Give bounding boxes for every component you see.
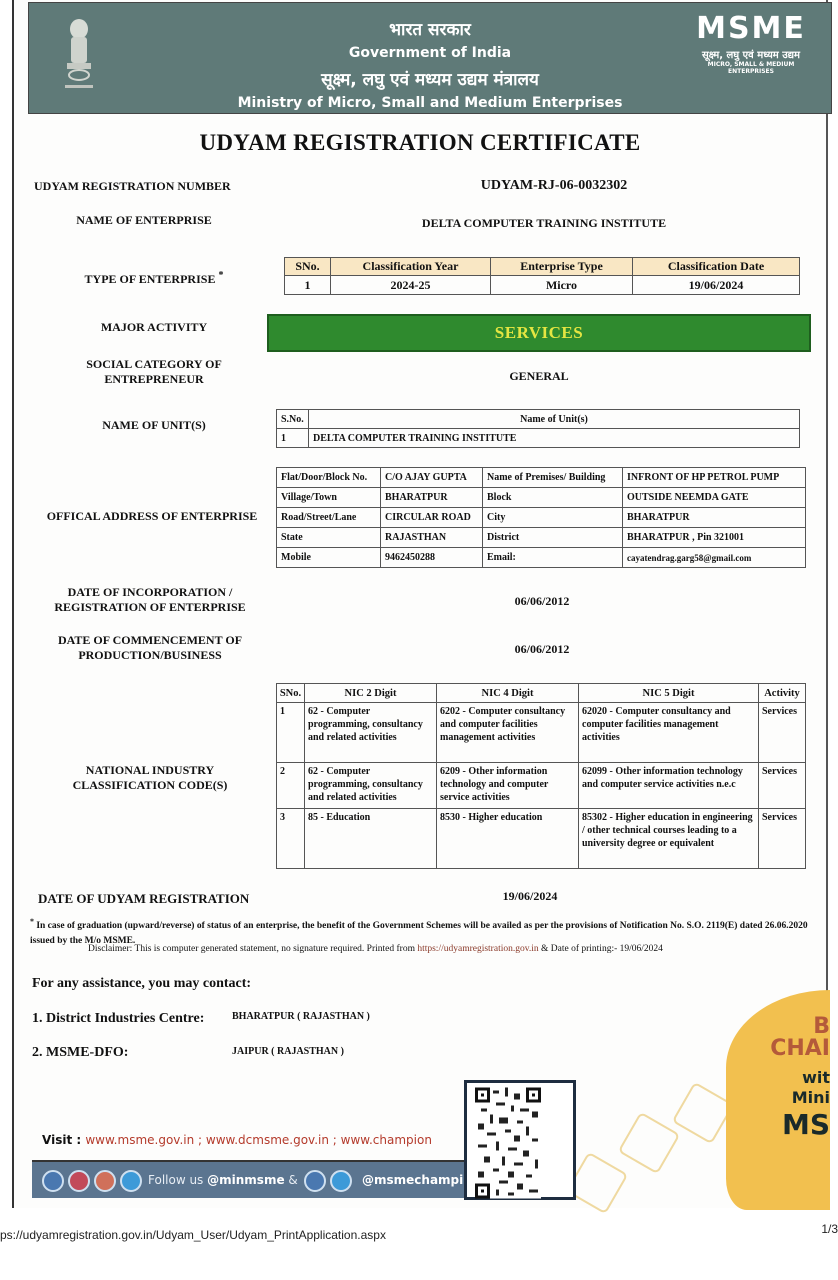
table-cell: 1 [277, 703, 305, 763]
social-bar [32, 1160, 470, 1198]
header-hindi-country: भारत सरकार [389, 20, 471, 40]
footnote-asterisk: * [218, 270, 224, 281]
hexagon-decoration [618, 1112, 681, 1175]
commencement-label-line: DATE OF COMMENCEMENT OF [57, 633, 243, 647]
table-cell: 1 [285, 276, 331, 295]
table-header-row [285, 258, 800, 276]
twitter-icon[interactable] [330, 1170, 352, 1192]
table-cell: City [483, 508, 623, 528]
table-row [277, 763, 806, 809]
table-cell: OUTSIDE NEEMDA GATE [623, 488, 806, 508]
column-header: Activity [759, 684, 806, 703]
nic-label-line: NATIONAL INDUSTRY [85, 763, 215, 777]
msme-logo-text: MSME [696, 11, 806, 46]
table-cell: BHARATPUR [381, 488, 483, 508]
email-cell: cayatendrag.garg58@gmail.com [623, 548, 806, 568]
twitter-icon[interactable] [120, 1170, 142, 1192]
address-table [276, 467, 806, 568]
table-cell: 6202 - Computer consultancy and computer facilities management activities [437, 703, 579, 763]
assistance-heading: For any assistance, you may contact: [32, 976, 252, 991]
msme-logo-hindi: सूक्ष्म, लघु एवं मध्यम उद्यम [702, 50, 800, 61]
nic-codes-table [276, 683, 806, 869]
table-cell: INFRONT OF HP PETROL PUMP [623, 468, 806, 488]
table-cell: Email: [483, 548, 623, 568]
page-title: UDYAM REGISTRATION CERTIFICATE [199, 130, 641, 155]
table-cell: BHARATPUR , Pin 321001 [623, 528, 806, 548]
nic-label-line: CLASSIFICATION CODE(S) [72, 778, 228, 792]
table-cell: Services [759, 763, 806, 809]
registration-number-label: UDYAM REGISTRATION NUMBER [34, 179, 231, 193]
table-cell: 85302 - Higher education in engineering / other technical courses leading to a university degree or equivalent [579, 809, 759, 869]
table-cell: 3 [277, 809, 305, 869]
msme-logo-tagline: MICRO, SMALL & MEDIUM ENTERPRISES [707, 61, 795, 75]
column-header: NIC 4 Digit [437, 684, 579, 703]
udyam-portal-link[interactable]: https://udyamregistration.gov.in [417, 944, 539, 954]
qr-code-frame [464, 1080, 576, 1200]
table-cell: Name of Premises/ Building [483, 468, 623, 488]
table-row [277, 809, 806, 869]
commencement-date-label [30, 633, 270, 663]
column-header: Enterprise Type [491, 258, 633, 276]
column-header: Classification Year [331, 258, 491, 276]
column-header: SNo. [277, 684, 305, 703]
enterprise-type-label-text: TYPE OF ENTERPRISE [84, 272, 216, 286]
social-category-label-line: ENTREPRENEUR [104, 372, 204, 386]
footnote-asterisk: * [30, 917, 34, 926]
instagram-icon[interactable] [68, 1170, 90, 1192]
nic-label [30, 763, 270, 793]
header-hindi-ministry: सूक्ष्म, लघु एवं मध्यम उद्यम मंत्रालय [321, 70, 539, 90]
table-cell: 19/06/2024 [633, 276, 800, 295]
government-header-banner [28, 2, 832, 114]
table-row [277, 703, 806, 763]
msme-logo [687, 13, 815, 75]
table-cell: C/O AJAY GUPTA [381, 468, 483, 488]
classification-table [284, 257, 800, 295]
units-label: NAME OF UNIT(S) [102, 418, 206, 432]
visit-links [42, 1133, 432, 1147]
table-cell: 1 [277, 429, 309, 448]
column-header: NIC 2 Digit [305, 684, 437, 703]
table-cell: CIRCULAR ROAD [381, 508, 483, 528]
social-category-label [44, 357, 264, 387]
dic-value: BHARATPUR ( RAJASTHAN ) [232, 1011, 370, 1022]
hexagon-decoration [672, 1082, 735, 1145]
column-header: Classification Date [633, 258, 800, 276]
table-cell: 2 [277, 763, 305, 809]
header-ministry: Ministry of Micro, Small and Medium Enterprises [237, 95, 623, 111]
footnote-text: In case of graduation (upward/reverse) of status of an enterprise, the benefit of the Government Schemes will be availed as per the provisions of Notification No. S.O. 2119(E) dated 26.06.2020 issued by the M/o MSME. [30, 921, 808, 947]
enterprise-type-label [54, 268, 254, 287]
table-header-row [277, 684, 806, 703]
table-cell: 62099 - Other information technology and computer service activities n.e.c [579, 763, 759, 809]
follow-and: & [284, 1173, 298, 1187]
table-cell: Micro [491, 276, 633, 295]
table-cell: District [483, 528, 623, 548]
visit-label: Visit : [42, 1133, 86, 1147]
certificate-page [12, 0, 828, 1208]
table-row [285, 276, 800, 295]
table-cell: Block [483, 488, 623, 508]
major-activity-value: SERVICES [267, 314, 811, 352]
table-cell: 2024-25 [331, 276, 491, 295]
page-number: 1/3 [821, 1222, 838, 1236]
qr-code-icon[interactable] [475, 1087, 541, 1199]
dfo-label: 2. MSME-DFO: [32, 1045, 129, 1060]
incorporation-date-label [30, 585, 270, 615]
banner-text: MS [781, 1108, 830, 1141]
units-table [276, 409, 800, 448]
table-cell: Flat/Door/Block No. [277, 468, 381, 488]
column-header: S.No. [277, 410, 309, 429]
disclaimer [88, 944, 663, 954]
table-row [277, 488, 806, 508]
incorporation-label-line: DATE OF INCORPORATION / [67, 585, 233, 599]
dic-label: 1. District Industries Centre: [32, 1011, 205, 1026]
column-header: SNo. [285, 258, 331, 276]
incorporation-date-value: 06/06/2012 [514, 594, 570, 608]
column-header: Name of Unit(s) [309, 410, 800, 429]
commencement-label-line: PRODUCTION/BUSINESS [78, 648, 222, 662]
table-cell: 8530 - Higher education [437, 809, 579, 869]
dfo-value: JAIPUR ( RAJASTHAN ) [232, 1046, 344, 1057]
table-row [277, 468, 806, 488]
table-cell: State [277, 528, 381, 548]
table-cell: 62020 - Computer consultancy and computer facilities management activities [579, 703, 759, 763]
address-label: OFFICAL ADDRESS OF ENTERPRISE [46, 509, 258, 523]
banner-text: CHAI [770, 1036, 830, 1061]
msmechampions-handle[interactable]: @msmechampi [362, 1173, 464, 1187]
table-cell: Village/Town [277, 488, 381, 508]
facebook-icon[interactable] [42, 1170, 64, 1192]
banner-text: B [813, 1014, 830, 1039]
table-cell: Mobile [277, 548, 381, 568]
website-links[interactable]: www.msme.gov.in ; www.dcmsme.gov.in ; www.champion [85, 1133, 432, 1147]
incorporation-label-line: REGISTRATION OF ENTERPRISE [54, 600, 246, 614]
table-header-row [277, 410, 800, 429]
social-category-label-line: SOCIAL CATEGORY OF [86, 357, 222, 371]
table-cell: Road/Street/Lane [277, 508, 381, 528]
table-row [277, 508, 806, 528]
major-activity-label: MAJOR ACTIVITY [100, 320, 208, 334]
udyam-registration-date-label: DATE OF UDYAM REGISTRATION [38, 891, 250, 906]
table-cell: RAJASTHAN [381, 528, 483, 548]
table-row [277, 528, 806, 548]
table-row [277, 548, 806, 568]
udyam-registration-date-value: 19/06/2024 [502, 889, 558, 903]
table-cell: 6209 - Other information technology and computer service activities [437, 763, 579, 809]
table-cell: 9462450288 [381, 548, 483, 568]
header-country: Government of India [348, 45, 512, 61]
youtube-icon[interactable] [94, 1170, 116, 1192]
table-cell: Services [759, 703, 806, 763]
minmsme-handle[interactable]: @minmsme [207, 1173, 285, 1187]
table-cell: Services [759, 809, 806, 869]
printing-date-text: & Date of printing:- 19/06/2024 [538, 944, 663, 954]
follow-text [148, 1173, 298, 1187]
table-cell: 62 - Computer programming, consultancy and related activities [305, 763, 437, 809]
table-cell: 85 - Education [305, 809, 437, 869]
commencement-date-value: 06/06/2012 [514, 642, 570, 656]
registration-number-value: UDYAM-RJ-06-0032302 [480, 178, 628, 193]
enterprise-name-value: DELTA COMPUTER TRAINING INSTITUTE [421, 216, 667, 230]
banner-text: Mini [791, 1088, 830, 1107]
social-category-value: GENERAL [509, 369, 569, 383]
table-cell: 62 - Computer programming, consultancy and related activities [305, 703, 437, 763]
champions-banner [726, 990, 830, 1210]
enterprise-name-label: NAME OF ENTERPRISE [76, 213, 212, 227]
table-row [277, 429, 800, 448]
column-header: NIC 5 Digit [579, 684, 759, 703]
banner-text: wit [802, 1068, 830, 1087]
facebook-icon[interactable] [304, 1170, 326, 1192]
print-url: ps://udyamregistration.gov.in/Udyam_User/Udyam_PrintApplication.aspx [0, 1228, 386, 1242]
table-cell: DELTA COMPUTER TRAINING INSTITUTE [309, 429, 800, 448]
follow-prefix: Follow us [148, 1173, 208, 1187]
table-cell: BHARATPUR [623, 508, 806, 528]
disclaimer-text: Disclaimer: This is computer generated statement, no signature required. Printed from [88, 944, 418, 954]
